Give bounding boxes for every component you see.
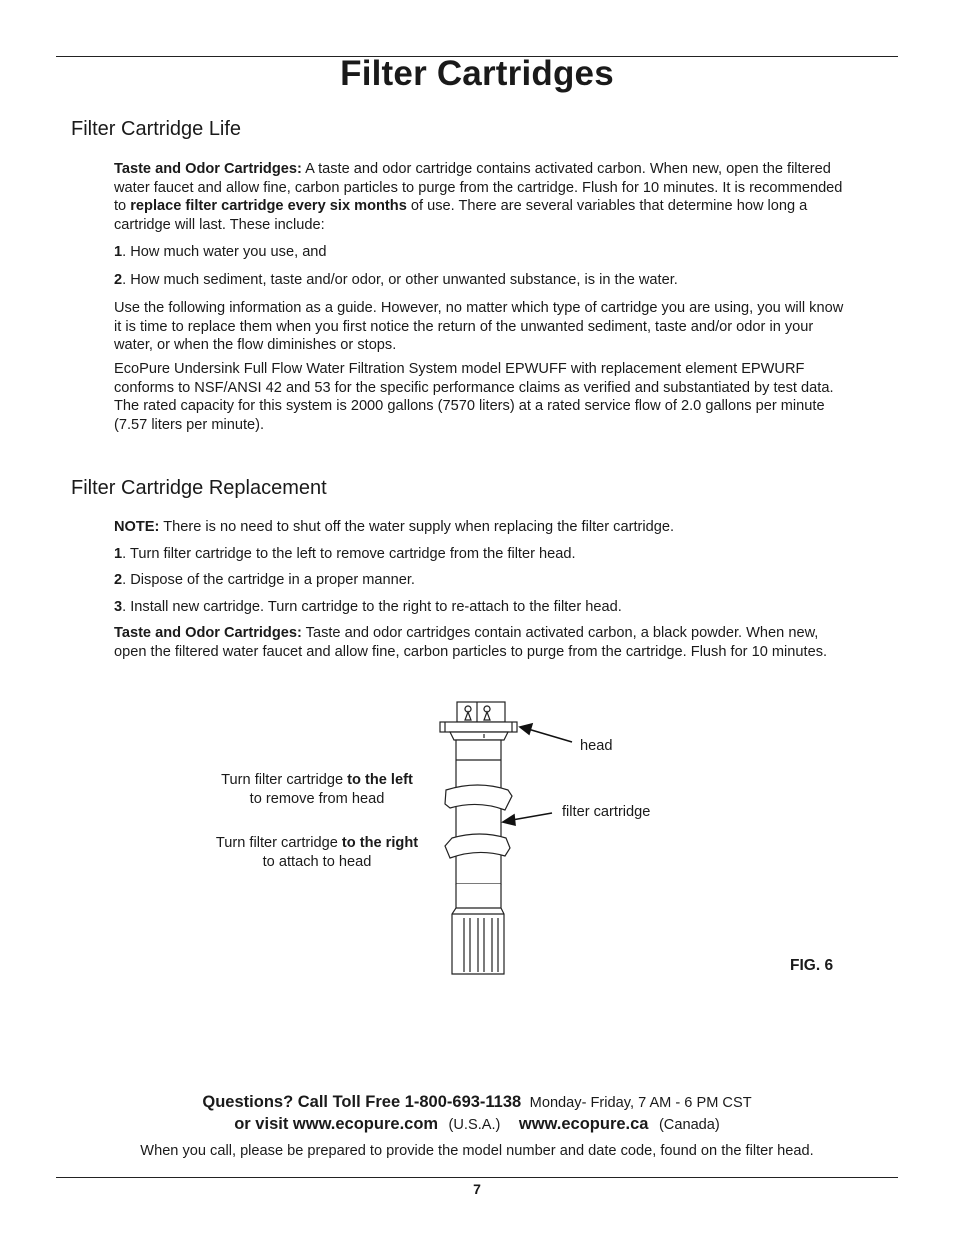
cartridge-bottom — [452, 884, 504, 974]
note-label: NOTE: — [114, 519, 160, 535]
head-keyhole-right — [484, 706, 490, 720]
head-keyhole-left — [465, 706, 471, 720]
footer-hours: Monday- Friday, 7 AM - 6 PM CST — [529, 1095, 752, 1111]
life-nsf-paragraph: EcoPure Undersink Full Flow Water Filtration System model EPWUFF with replacement element EPWURF conforms to NSF/ANSI 42 and 53 for the specific performance claims as verified and substantiated by test data. The rated capacity for this system is 2000 gallons (7570 liters) at a rated service flow of 2.0 gallons per minute (7.57 liters per minute). — [114, 361, 834, 433]
taste-label: Taste and Odor Cartridges: — [114, 161, 302, 177]
rotate-left-arrow — [445, 785, 512, 810]
turn-right-text-b: to the right — [341, 835, 419, 851]
step-number: 1 — [114, 546, 123, 562]
cartridge-pointer-arrowhead — [503, 815, 515, 825]
step-text: . Install new cartridge. Turn cartridge to the right to re-attach to the filter head. — [122, 599, 622, 615]
life-taste-paragraph — [114, 160, 849, 234]
page-number: 7 — [473, 1181, 481, 1197]
step-number: 2 — [114, 572, 123, 588]
footer-note: When you call, please be prepared to provide the model number and date code, found on the filter head. — [140, 1143, 814, 1159]
replacement-note — [114, 518, 849, 537]
turn-right-text-c: to attach to head — [262, 853, 372, 870]
head-collar — [450, 732, 508, 740]
step-text: . Dispose of the cartridge in a proper manner. — [122, 572, 415, 588]
footer-visit-usa[interactable]: or visit www.ecopure.com — [234, 1115, 439, 1133]
filter-cartridge-body — [456, 740, 501, 884]
step-number: 3 — [114, 599, 123, 615]
footer-web-line — [0, 1115, 954, 1134]
item-number: 1 — [114, 244, 123, 260]
footer-canada: (Canada) — [658, 1117, 720, 1133]
rotate-right-arrow — [445, 834, 510, 858]
step-text: . Turn filter cartridge to the left to remove cartridge from the filter head. — [122, 546, 576, 562]
turn-left-text-a: Turn filter cartridge — [221, 772, 348, 788]
note-text: There is no need to shut off the water supply when replacing the filter cartridge. — [159, 519, 674, 535]
filter-cartridge-label: filter cartridge — [562, 804, 651, 820]
head-pointer-line — [528, 729, 572, 742]
life-guide-paragraph: Use the following information as a guide. However, no matter which type of cartridge you are using, you will know it is time to replace them when you first notice the return of the unwanted sediment, taste and/or odor in your water, or when the flow diminishes or stops. — [114, 300, 844, 354]
page-title: Filter Cartridges — [340, 54, 614, 93]
taste-text: Taste and odor cartridges contain activated carbon, a black powder. When new, open the filtered water faucet and allow fine, carbon particles to purge from the cartridge. Flush for 10 minutes. — [114, 625, 828, 660]
item-text: . How much water you use, and — [122, 244, 327, 260]
head-flange — [440, 722, 517, 732]
turn-left-text-c: to remove from head — [249, 790, 385, 807]
figure-label: FIG. 6 — [790, 957, 834, 974]
item-number: 2 — [114, 272, 123, 288]
item-text: . How much sediment, taste and/or odor, or other unwanted substance, is in the water. — [122, 272, 678, 288]
section-heading-life: Filter Cartridge Life — [71, 118, 242, 140]
head-pointer-arrowhead — [520, 724, 532, 734]
turn-left-label — [197, 771, 437, 808]
taste-bold: replace filter cartridge every six months — [130, 198, 407, 215]
turn-right-label — [197, 834, 437, 871]
taste-text-2: of use. There are several variables that determine how long a cartridge will last. These include: — [114, 198, 808, 233]
cartridge-pointer-line — [512, 813, 552, 820]
replacement-step-3 — [114, 598, 849, 617]
section-heading-replacement: Filter Cartridge Replacement — [71, 477, 327, 499]
filter-head — [457, 702, 505, 722]
footer-visit-canada[interactable]: www.ecopure.ca — [518, 1115, 649, 1133]
head-label: head — [580, 738, 613, 754]
taste-text-1: A taste and odor cartridge contains activated carbon. When new, open the filtered water faucet and allow fine, carbon particles to purge from the cartridge. Flush for 10 minutes. It is recommended to — [114, 161, 843, 215]
life-item-2 — [114, 271, 849, 290]
life-item-1 — [114, 243, 849, 262]
footer-usa: (U.S.A.) — [448, 1117, 501, 1133]
replacement-taste-paragraph — [114, 624, 849, 661]
footer-contact-line — [0, 1093, 954, 1112]
taste-label: Taste and Odor Cartridges: — [114, 625, 302, 641]
footer-questions: Questions? Call Toll Free 1-800-693-1138 — [202, 1093, 522, 1111]
replacement-step-2 — [114, 571, 849, 590]
turn-left-text-b: to the left — [347, 772, 413, 788]
bottom-rule — [56, 1177, 898, 1178]
turn-right-text-a: Turn filter cartridge — [215, 835, 342, 851]
replacement-step-1 — [114, 545, 849, 564]
